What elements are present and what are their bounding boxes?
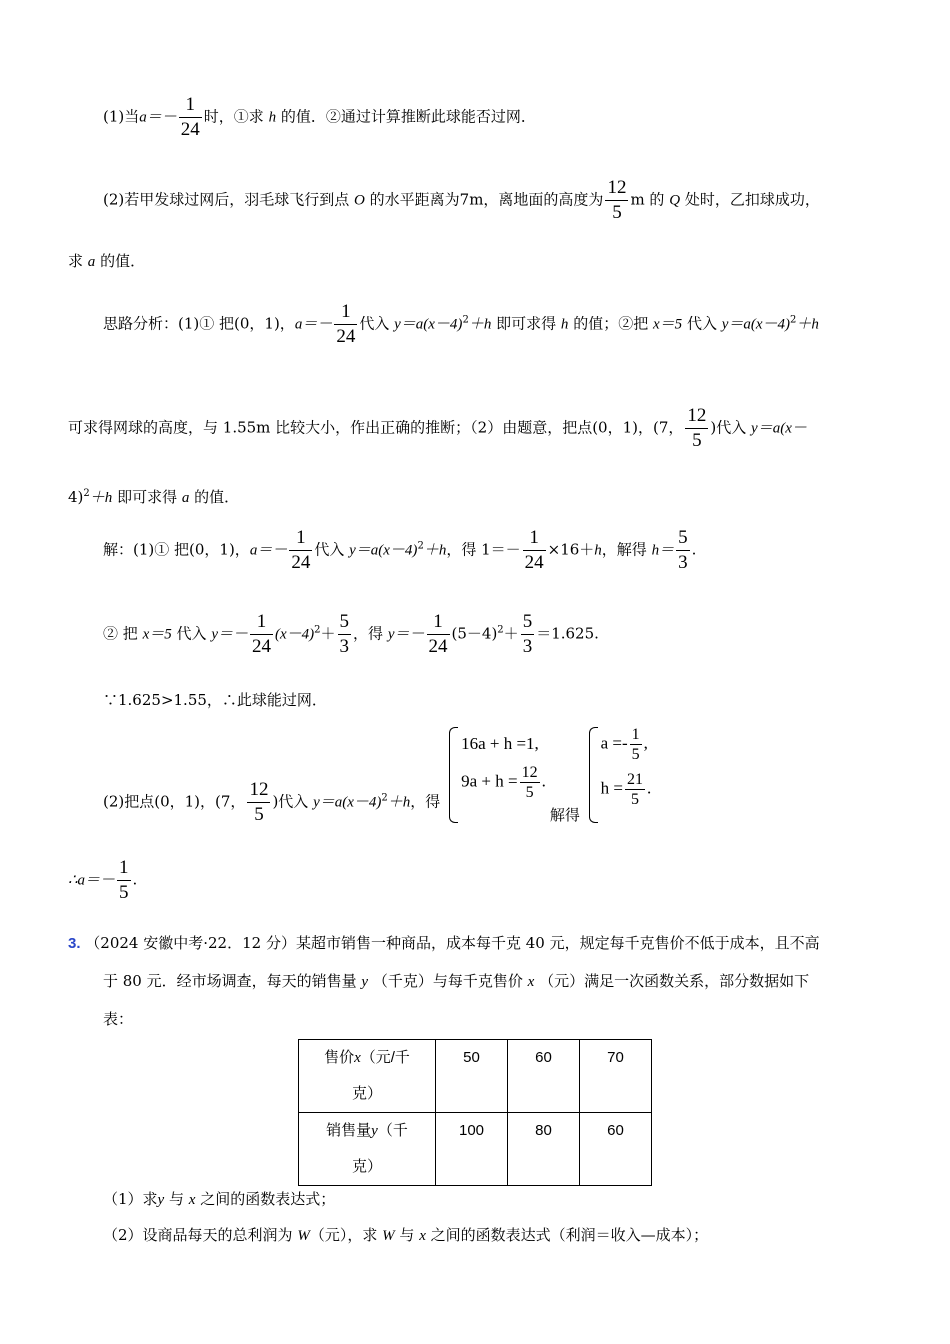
solution-line4: (2)把点(0，1)，(7， $\frac{12}{5}$ )代入 $y=a(x-4)^2+h$，得 16a + h =1, 9a + h = $\frac{12}{5}$ . 解得 a =- $\frac{1}{5}$ , h = $\frac{21}{5}$ .	[103, 726, 652, 825]
fraction: $\frac{1}{24}$	[336, 301, 356, 347]
price-sales-table	[298, 1039, 652, 1186]
problem3-line3: 表：	[103, 1010, 134, 1028]
problem3-line1: 3. （2024 安徽中考·22．12 分）某超市销售一种商品，成本每千克 40 元，规定每千克售价不低于成本，且不高	[68, 934, 820, 952]
solution-line5: ∴a＝－ $\frac{1}{5}$ .	[68, 857, 138, 903]
table-cell: 60	[508, 1040, 580, 1113]
q2-line1: (2)若甲发球过网后，羽毛球飞行到点 O 的水平距离为7m，离地面的高度为 $\frac{12}{5}$ m 的 Q 处时，乙扣球成功，	[103, 177, 820, 223]
fraction: $\frac{1}{24}$	[251, 611, 271, 657]
analysis-line3: 4)$^2$＋h 即可求得 a 的值．	[68, 488, 240, 506]
solution-line2: ② 把 x＝5 代入 y＝－ $\frac{1}{24}$ $(x-4)^2+$ $\frac{5}{3}$ ，得 y＝－ $\frac{1}{24}$ $(5-4)^2+$ $\frac{5}{3}$ ＝1.625.	[103, 611, 599, 657]
fraction: $\frac{12}{5}$	[687, 405, 707, 451]
fraction: $\frac{12}{5}$	[607, 177, 627, 223]
table-header-cell: 售价x（元/千 克）	[299, 1040, 436, 1113]
fraction: $\frac{1}{24}$	[428, 611, 448, 657]
q2-line2: 求 a 的值．	[68, 252, 146, 270]
analysis-line1: 思路分析：(1)① 把(0，1)，a＝－ $\frac{1}{24}$ 代入 $y=a(x-4)^2+h$ 即可求得 h 的值；②把 x＝5 代入 $y=a(x-4)^2+h$	[103, 301, 819, 347]
table-header-cell: 销售量y（千 克）	[299, 1113, 436, 1186]
fraction: $\frac{5}{3}$	[678, 527, 688, 573]
fraction: $\frac{12}{5}$	[249, 779, 269, 825]
table-cell: 50	[436, 1040, 508, 1113]
table-cell: 60	[580, 1113, 652, 1186]
fraction: $\frac{1}{24}$	[180, 94, 200, 140]
analysis-line2: 可求得网球的高度，与 1.55m 比较大小，作出正确的推断；（2）由题意，把点(0，1)，(7， $\frac{12}{5}$ )代入 y＝a(x－	[68, 405, 807, 451]
fraction: $\frac{5}{3}$	[522, 611, 533, 657]
table-row	[299, 1040, 652, 1113]
fraction: $\frac{1}{24}$	[291, 527, 311, 573]
fraction: $\frac{1}{24}$	[524, 527, 544, 573]
problem3-line2: 于 80 元．经市场调查，每天的销售量 y （千克）与每千克售价 x （元）满足一次函数关系，部分数据如下	[103, 972, 810, 990]
equation-system: 16a + h =1, 9a + h = $\frac{12}{5}$ .	[449, 725, 546, 825]
table-cell: 70	[580, 1040, 652, 1113]
table-row	[299, 1113, 652, 1186]
fraction: $\frac{1}{5}$	[119, 857, 129, 903]
table-cell: 100	[436, 1113, 508, 1186]
solution-line1: 解：(1)① 把(0，1)，a＝－ $\frac{1}{24}$ 代入 $y=a(x-4)^2+h$，得 1＝－ $\frac{1}{24}$ ×16＋h，解得 h＝ $\frac{5}{3}$ .	[103, 527, 697, 573]
problem3-sub1: （1）求y 与 x 之间的函数表达式；	[103, 1190, 336, 1208]
solution-line3: ∵1.625>1.55，∴此球能过网．	[103, 691, 327, 709]
solution-system: a =- $\frac{1}{5}$ , h = $\frac{21}{5}$ .	[589, 725, 652, 825]
fraction: $\frac{5}{3}$	[339, 611, 350, 657]
q1-line: (1)当a＝－ $\frac{1}{24}$ 时，①求 h 的值．②通过计算推断此球能否过网．	[103, 94, 536, 140]
problem3-sub2: （2）设商品每天的总利润为 W（元），求 W 与 x 之间的函数表达式（利润＝收入—成本）；	[103, 1226, 709, 1244]
table-cell: 80	[508, 1113, 580, 1186]
